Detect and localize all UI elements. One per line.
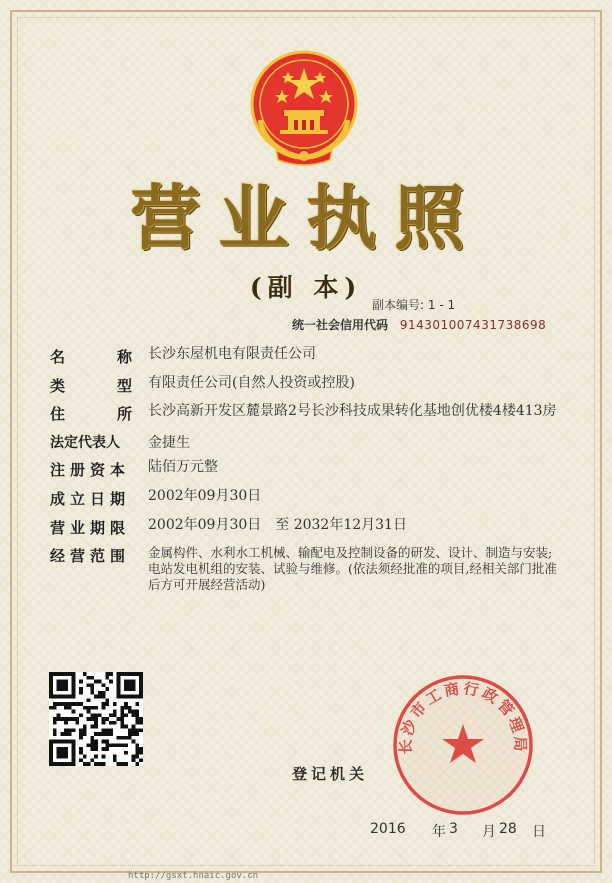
field-label: 营业期限 xyxy=(50,519,131,537)
field-label: 住 所 xyxy=(50,405,132,423)
field-label: 注册资本 xyxy=(50,461,131,479)
field-value: 金捷生 xyxy=(148,435,190,451)
field-value: 2002年09月30日 至 2032年12月31日 xyxy=(148,517,407,533)
field-value: 金属构件、水利水工机械、输配电及控制设备的研发、设计、制造与安装;电站发电机组的安装、试验与维修。(依法须经批准的项目,经相关部门批准后方可开展经营活动) xyxy=(148,545,557,592)
document-title: 营业执照 xyxy=(130,176,482,259)
footer-url[interactable]: http://gsxt.hnaic.gov.cn xyxy=(128,871,259,881)
date-year: 2016 xyxy=(370,821,406,837)
copy-number xyxy=(372,296,455,313)
date-day-unit: 日 xyxy=(532,824,546,840)
field-value: 2002年09月30日 xyxy=(148,488,262,504)
credit-code xyxy=(292,316,546,333)
seal-text: 长沙市工商行政管理局 xyxy=(396,679,530,755)
field-label: 名 称 xyxy=(50,348,132,366)
field-value: 有限责任公司(自然人投资或控股) xyxy=(148,375,355,391)
date-day: 28 xyxy=(499,821,517,837)
field-label: 法定代表人 xyxy=(50,435,120,451)
copy-number-value: 1 - 1 xyxy=(427,298,456,312)
date-year-unit: 年 xyxy=(432,824,446,840)
credit-code-value: 914301007431738698 xyxy=(399,318,547,332)
date-month: 3 xyxy=(449,821,458,837)
national-emblem-icon xyxy=(246,50,362,168)
copy-type-label: (副 本) xyxy=(249,273,363,302)
field-value: 陆佰万元整 xyxy=(148,459,218,475)
field-label: 经营范围 xyxy=(50,547,131,565)
copy-number-label: 副本编号: xyxy=(372,298,425,312)
registration-authority-label: 登记机关 xyxy=(292,765,369,783)
date-month-unit: 月 xyxy=(482,824,496,840)
field-label: 成立日期 xyxy=(50,490,131,508)
credit-code-label: 统一社会信用代码 xyxy=(292,318,389,332)
field-value: 长沙东屋机电有限责任公司 xyxy=(148,346,316,362)
official-seal-icon xyxy=(390,672,536,818)
qr-code-icon[interactable] xyxy=(49,672,143,766)
field-label: 类 型 xyxy=(50,377,132,395)
field-value: 长沙高新开发区麓景路2号长沙科技成果转化基地创优楼4楼413房 xyxy=(148,403,557,419)
